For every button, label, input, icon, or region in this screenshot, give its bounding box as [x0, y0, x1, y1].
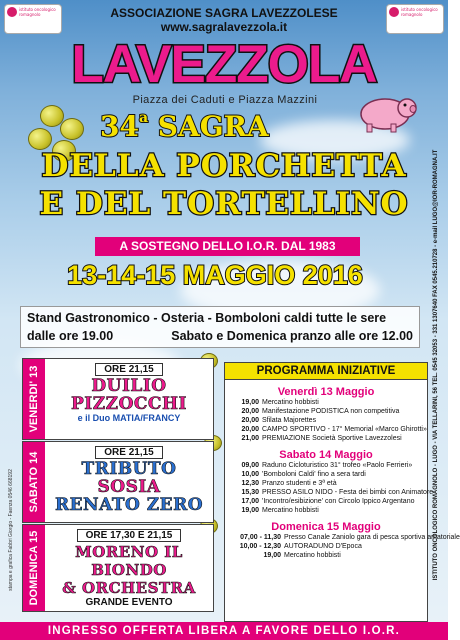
program-day-title: Domenica 15 Maggio [271, 521, 381, 533]
edition-title: 34$^a$ SAGRA [100, 110, 269, 143]
show-time: ORE 17,30 E 21,15 [77, 529, 182, 542]
day-block-friday [22, 358, 214, 440]
program-event: 19,00 Mercatino hobbisti [241, 507, 319, 514]
program-event: 19,00 Mercatino hobbisti [241, 399, 319, 406]
day-tab: DOMENICA 15 [23, 525, 45, 611]
print-credit: stampa e grafica Fabbri Giorgio - Faenza 0546 668192 [8, 469, 14, 591]
pig-icon [355, 90, 417, 134]
program-event: 21,00 PREMIAZIONE Società Sportive Lavezzolesi [241, 435, 402, 442]
day-block-sunday [22, 524, 214, 612]
program-event: 09,00 Raduno Cicloturistico 31° trofeo «Paolo Ferrieri» [241, 462, 413, 469]
day-block-saturday [22, 441, 214, 523]
location-subtitle: Piazza dei Caduti e Piazza Mazzini [132, 94, 318, 106]
performer-name: MORENO IL BIONDO [75, 543, 183, 579]
performer-extra: e il Duo MATIA/FRANCY [77, 413, 181, 423]
performer-extra: GRANDE EVENTO [85, 597, 173, 608]
headline-line2: E DEL TORTELLINO [39, 186, 409, 222]
day-tab: VENERDI' 13 [23, 359, 45, 439]
stand-line1: Stand Gastronomico - Osteria - Bomboloni caldi tutte le sere [27, 311, 387, 325]
stand-line2 [27, 327, 413, 345]
program-event: 20,00 Manifestazione PODISTICA non competitiva [241, 408, 400, 415]
website[interactable]: www.sagralavezzola.it [160, 20, 288, 34]
program-day-title: Sabato 14 Maggio [279, 449, 373, 461]
ior-logo-right: istituto oncologico romagnolo [386, 4, 444, 34]
association-name: ASSOCIAZIONE SAGRA LAVEZZOLESE [110, 6, 338, 20]
footer-banner: INGRESSO OFFERTA LIBERA A FAVORE DELLO I.O.R. [0, 622, 448, 640]
show-time: ORE 21,15 [95, 363, 162, 376]
program-event: 20,00 CAMPO SPORTIVO - 17° Memorial «Marco Ghirotti» [241, 426, 427, 433]
program-event: 10,00 - 12,30 AUTORADUNO D'Epoca [239, 543, 362, 550]
performer-name: PIZZOCCHI [71, 394, 187, 414]
performer-name: TRIBUTO [81, 459, 177, 479]
program-event: 07,00 - 11,30 Presso Canale Zaniolo gara di pesca sportiva amatoriale [240, 534, 460, 541]
ior-logo-left: istituto oncologico romagnolo [4, 4, 62, 34]
show-time: ORE 21,15 [95, 446, 162, 459]
performer-name: RENATO ZERO [54, 495, 204, 515]
stand-weekend: Sabato e Domenica pranzo alle ore 12.00 [171, 329, 413, 343]
ior-contact-vertical: ISTITUTO ONCOLOGICO ROMAGNOLO - LUGO - VIA TELLARINI, 56 TEL. 0545 32053 - 331 1307640 FAX 0545.210728 - e-mail LUGO@IOR-ROMAGNA.IT [433, 149, 439, 581]
support-banner: A SOSTEGNO DELLO I.O.R. DAL 1983 [95, 237, 360, 256]
performer-name: SOSIA [97, 477, 161, 497]
headline-line1: DELLA PORCHETTA [41, 148, 407, 184]
event-dates: 13-14-15 MAGGIO 2016 [67, 260, 363, 290]
stand-hours: dalle ore 19.00 [27, 329, 114, 343]
program-event: 15,30 PRESSO ASILO NIDO - Festa dei bimbi con Animatore [241, 489, 434, 496]
program-event: 20,00 Sfilata Majorettes [241, 417, 317, 424]
tortellino-icon [60, 118, 84, 140]
stand-info-box [20, 306, 420, 348]
performer-name: & ORCHESTRA [62, 579, 196, 597]
program-event: 19,00 Mercatino hobbisti [263, 552, 341, 559]
program-day-title: Venerdì 13 Maggio [277, 386, 375, 398]
tortellino-icon [28, 128, 52, 150]
town-title: LAVEZZOLA [71, 35, 377, 94]
performer-name: DUILIO [91, 376, 167, 396]
program-event: 10,00 'Bomboloni Caldi' fino a sera tardi [241, 471, 366, 478]
day-tab: SABATO 14 [23, 442, 45, 522]
program-event: 17,00 'Incontro/esibizione' con Circolo Ippico Argentano [241, 498, 415, 505]
program-event: 12,30 Pranzo studenti e 3ª età [241, 480, 337, 487]
program-heading: PROGRAMMA INIZIATIVE [225, 363, 427, 380]
